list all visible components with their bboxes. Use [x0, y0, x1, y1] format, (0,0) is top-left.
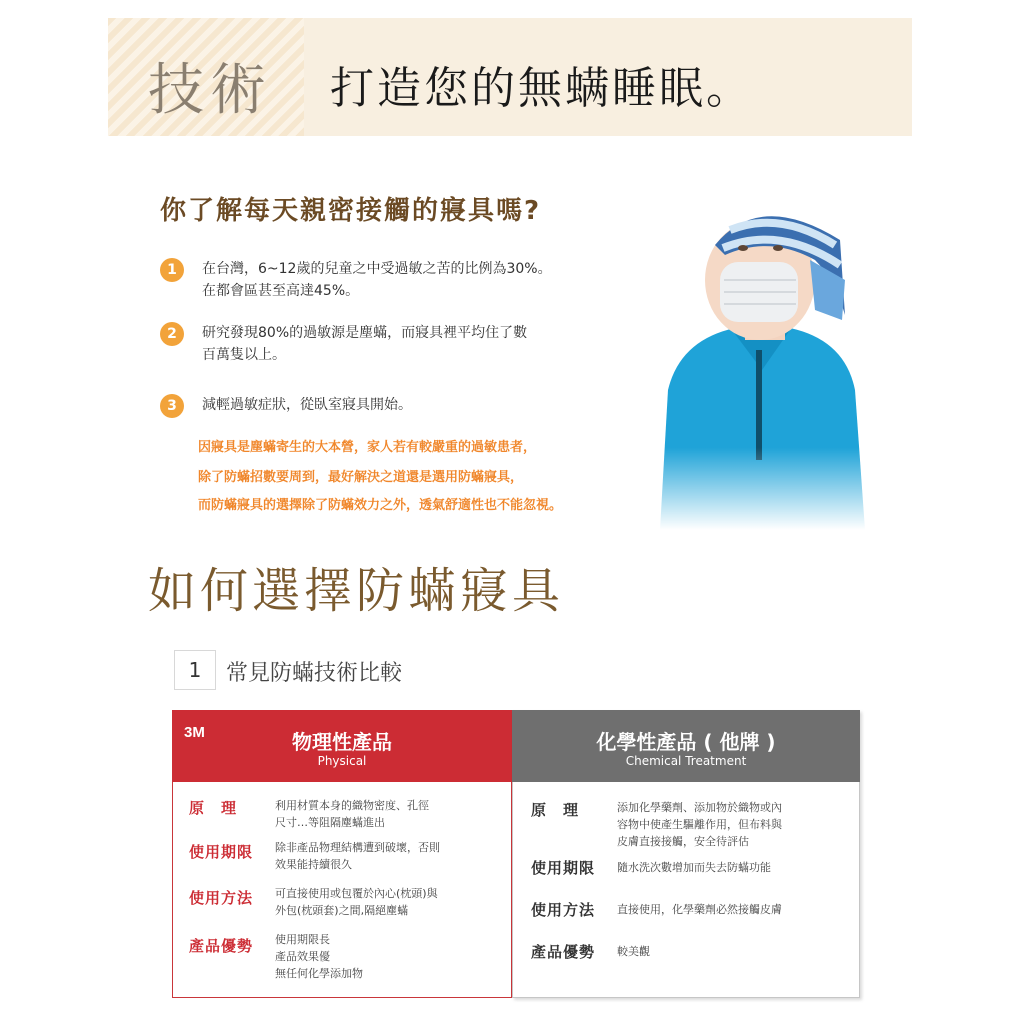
- physical-column: [172, 710, 512, 998]
- child-with-mask-image: [640, 200, 870, 530]
- row-text: 可直接使用或包覆於內心(枕頭)與 外包(枕頭套)之間,隔絕塵蟎: [275, 887, 438, 917]
- chemical-column: [512, 710, 860, 998]
- point-line: 百萬隻以上。: [202, 347, 286, 363]
- chemical-subtitle: Chemical Treatment: [625, 754, 747, 768]
- row-label: 產品優勢: [531, 943, 596, 961]
- point-text: [202, 258, 632, 302]
- comparison-table: [172, 710, 860, 998]
- number-badge-icon: 3: [160, 394, 184, 418]
- note-line: 除了防蟎招數要周到，最好解決之道還是選用防蟎寢具，: [198, 470, 524, 485]
- row-label: 原 理: [189, 799, 238, 817]
- question-heading: 你了解每天親密接觸的寢具嗎?: [160, 196, 542, 226]
- point-text: [202, 322, 632, 366]
- banner-tag: 技術: [148, 58, 272, 123]
- point-line: 在都會區甚至高達45%。: [202, 283, 360, 299]
- banner-title: 打造您的無螨睡眠。: [330, 63, 753, 114]
- section-heading: 如何選擇防蟎寢具: [148, 563, 565, 619]
- row-label: 使用方法: [189, 889, 254, 907]
- physical-subtitle: Physical: [317, 754, 367, 768]
- row-text: 利用材質本身的織物密度、孔徑 尺寸…等阻隔塵蟎進出: [275, 799, 429, 829]
- section-subtitle: 常見防蟎技術比較: [226, 661, 403, 686]
- number-badge-icon: 1: [160, 258, 184, 282]
- note-line: 因寢具是塵蟎寄生的大本營，家人若有較嚴重的過敏患者，: [198, 440, 537, 455]
- row-text: 添加化學藥劑、添加物於織物或內 容物中使產生驅離作用，但布料與 皮膚直接接觸，安全待評估: [617, 801, 782, 848]
- row-text: 使用期限長 產品效果優 無任何化學添加物: [275, 933, 363, 980]
- section-number: 1: [174, 650, 216, 690]
- row-text: 除非產品物理結構遭到破壞，否則 效果能持續很久: [275, 841, 440, 871]
- row-text: 隨水洗次數增加而失去防蟎功能: [617, 861, 771, 874]
- chemical-title: 化學性產品 ( 他牌 ): [596, 730, 776, 754]
- row-label: 使用期限: [189, 843, 254, 861]
- row-label: 原 理: [531, 801, 580, 819]
- 3m-logo-icon: 3M: [184, 724, 205, 741]
- point-text: [202, 394, 632, 416]
- row-label: 產品優勢: [189, 937, 254, 955]
- header-banner: [108, 18, 912, 136]
- row-text: 直接使用，化學藥劑必然接觸皮膚: [617, 903, 782, 916]
- number-badge-icon: 2: [160, 322, 184, 346]
- point-line: 研究發現80%的過敏源是塵蟎，而寢具裡平均住了數: [202, 325, 528, 341]
- point-line: 減輕過敏症狀，從臥室寢具開始。: [202, 397, 412, 413]
- physical-title: 物理性產品: [292, 730, 392, 754]
- physical-header: [172, 710, 512, 782]
- row-label: 使用方法: [531, 901, 596, 919]
- row-text: 較美觀: [617, 945, 650, 958]
- point-line: 在台灣，6~12歲的兒童之中受過敏之苦的比例為30%。: [202, 261, 552, 277]
- row-label: 使用期限: [531, 859, 596, 877]
- chemical-header: [512, 710, 860, 782]
- note-line: 而防蟎寢具的選擇除了防蟎效力之外，透氣舒適性也不能忽視。: [198, 498, 563, 513]
